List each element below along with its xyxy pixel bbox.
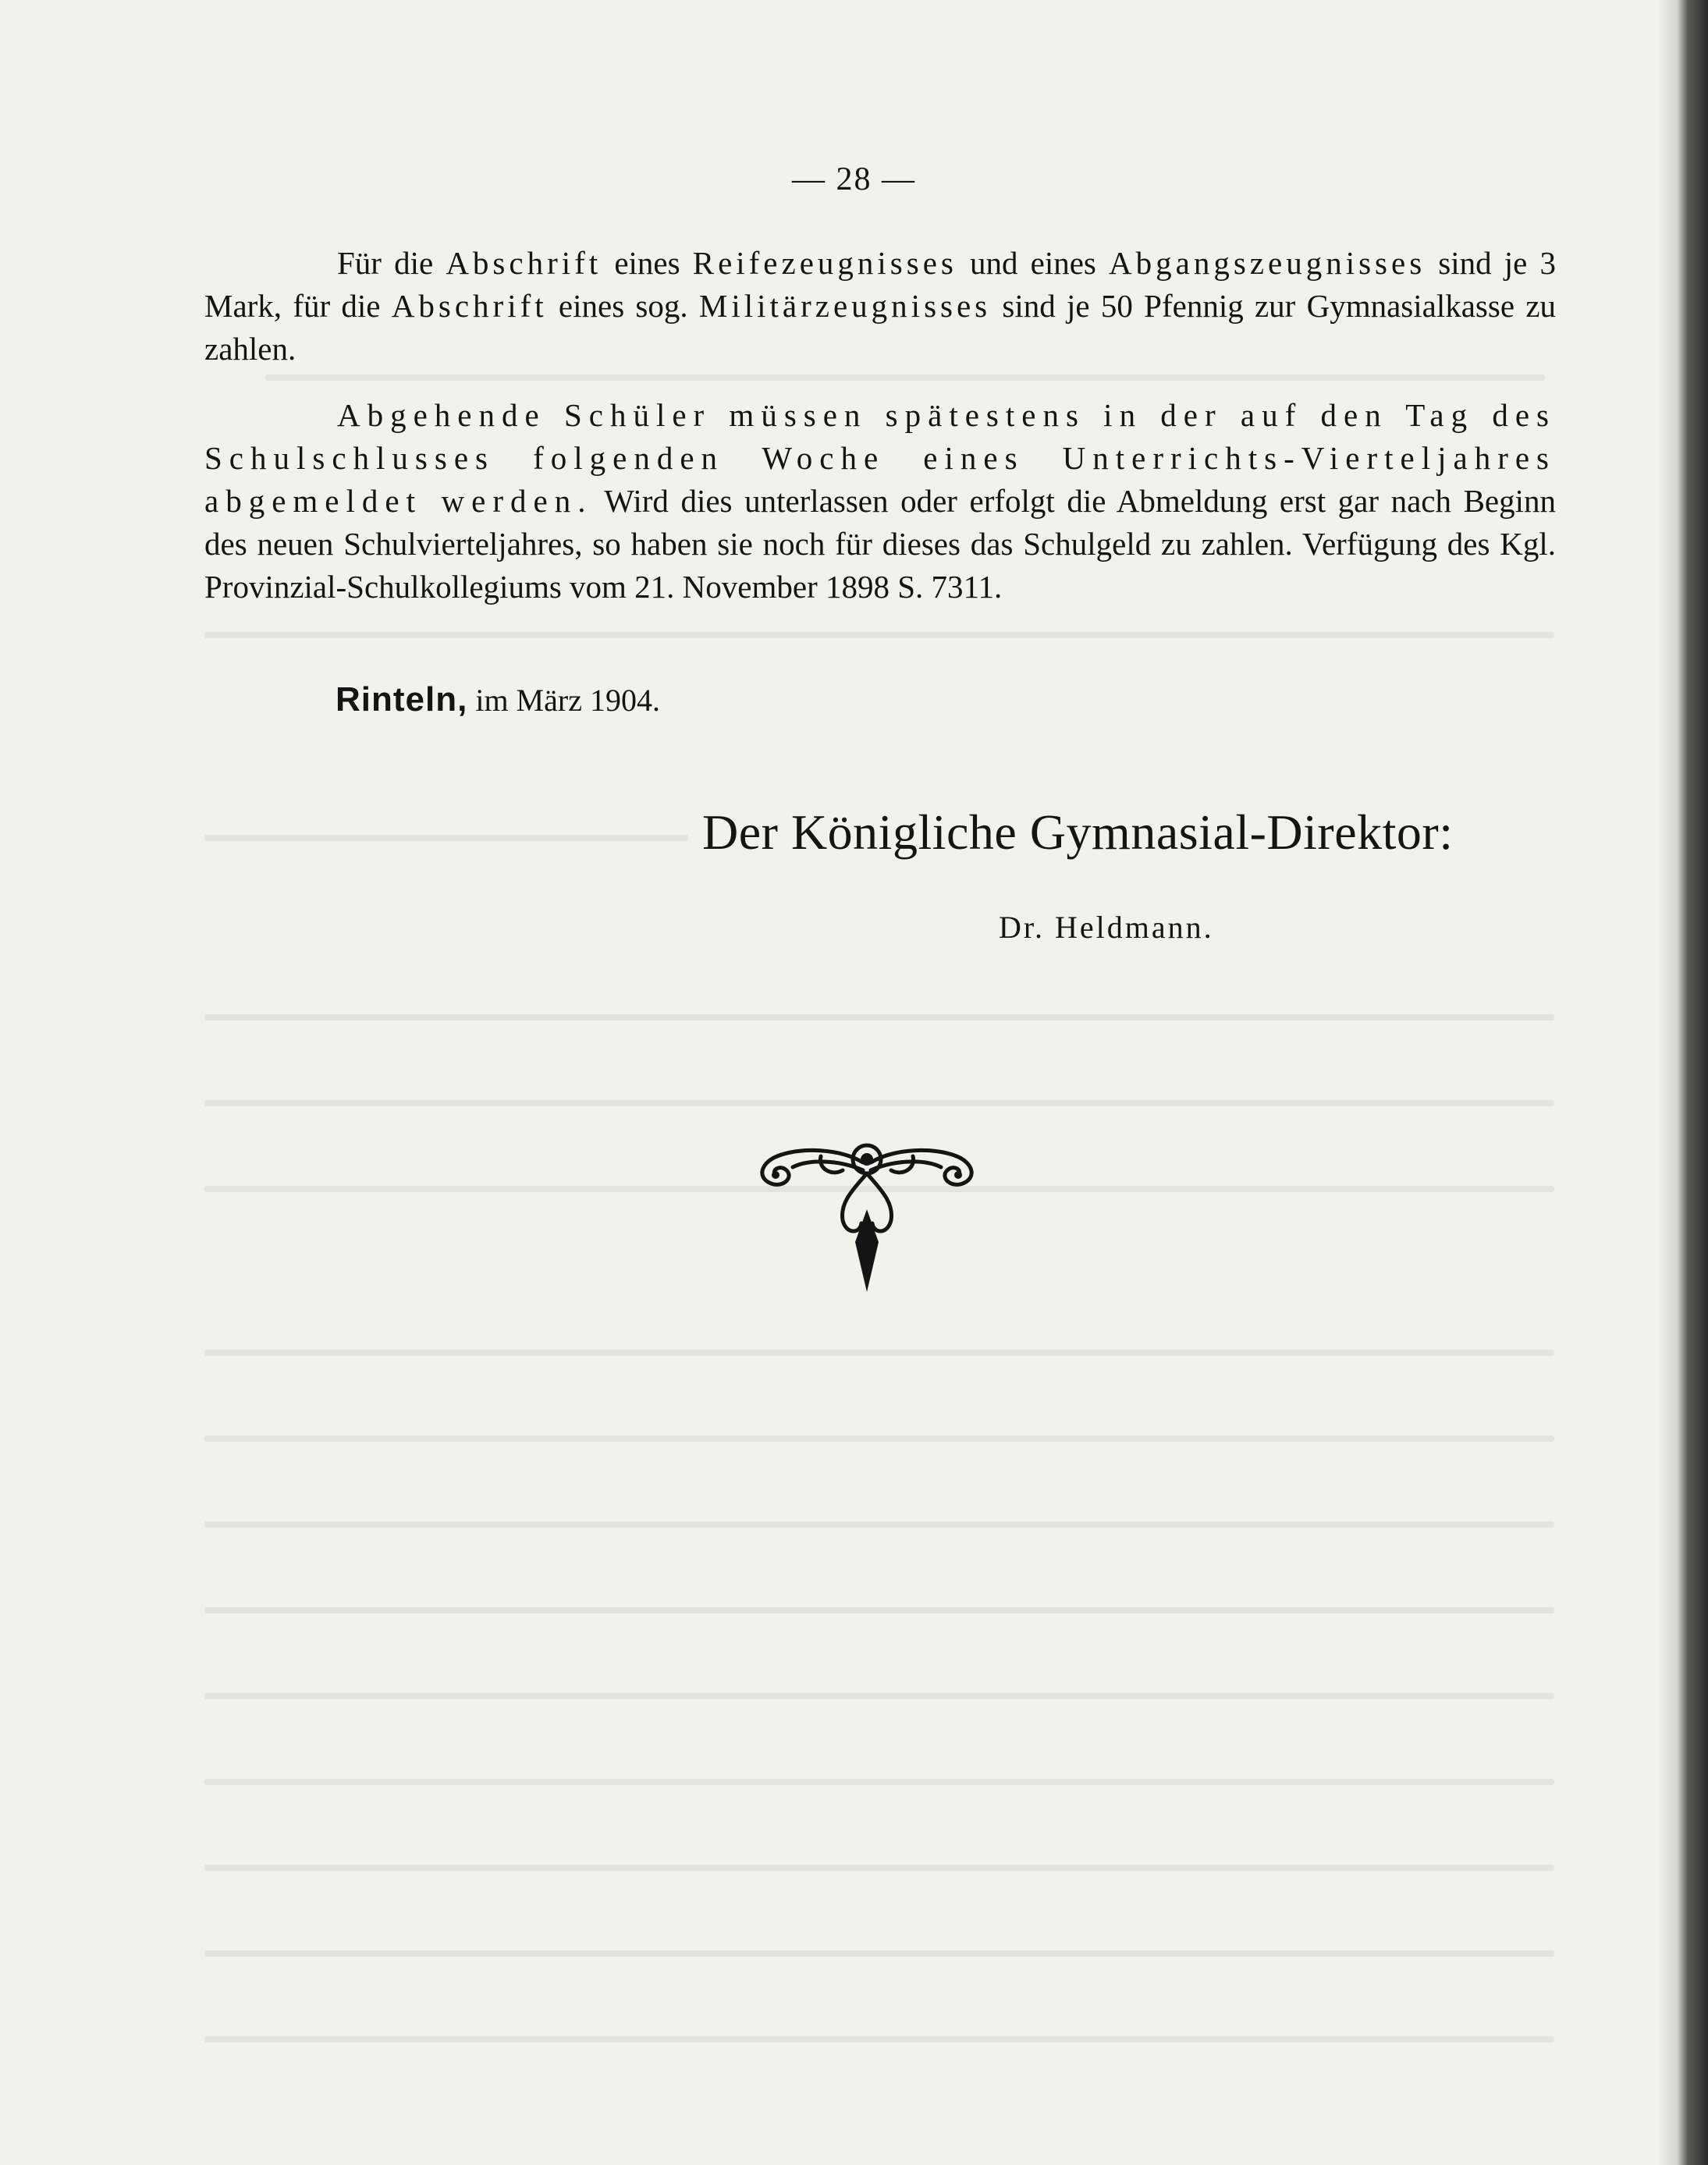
binding-edge — [1677, 0, 1708, 2165]
spaced-term: Abschrift — [391, 288, 548, 324]
text-run: eines — [602, 245, 693, 281]
text-run: sind je 3 Mark, für die — [204, 245, 1557, 324]
text-run: Wird dies unterlassen oder erfolgt die Abmeldung erst gar nach Beginn des neuen Schulvierteljahres, so haben sie noch für dieses das Schulgeld zu zahlen. Verfügung des Kgl. Provinzial-Schulkollegiums vom 21. November 1898 S. 7311. — [204, 483, 1557, 605]
paragraph-deregistration — [204, 394, 1556, 609]
page-number: — 28 — — [792, 161, 916, 197]
place-name: Rinteln, — [336, 680, 468, 719]
text-run: und eines — [957, 245, 1110, 281]
place-date-line — [336, 680, 660, 719]
spaced-term: Militärzeugnisses — [698, 288, 992, 324]
scroll-ornament-icon — [746, 1125, 988, 1297]
date-text: im März 1904. — [467, 683, 660, 718]
binding-shadow — [1658, 0, 1677, 2165]
text-run: eines sog. — [547, 288, 699, 324]
spaced-term: Abgehende Schüler müssen spätestens in der auf den Tag des Schulschlusses folgenden Woche eines Unterrichts-Vierteljahres abgemeldet werden. — [204, 397, 1556, 519]
paragraph-certificate-fees — [204, 242, 1556, 371]
spaced-term: Abgangszeugnisses — [1109, 245, 1426, 281]
text-run: Für die — [337, 245, 446, 281]
spaced-term: Abschrift — [446, 245, 602, 281]
spaced-term: Reifezeugnisses — [692, 245, 957, 281]
text-run: sind je 50 Pfennig zur Gymnasialkasse zu zahlen. — [204, 288, 1557, 367]
signature-title: Der Königliche Gymnasial-Direktor: — [702, 804, 1454, 860]
signature-name: Dr. Heldmann. — [999, 910, 1214, 945]
